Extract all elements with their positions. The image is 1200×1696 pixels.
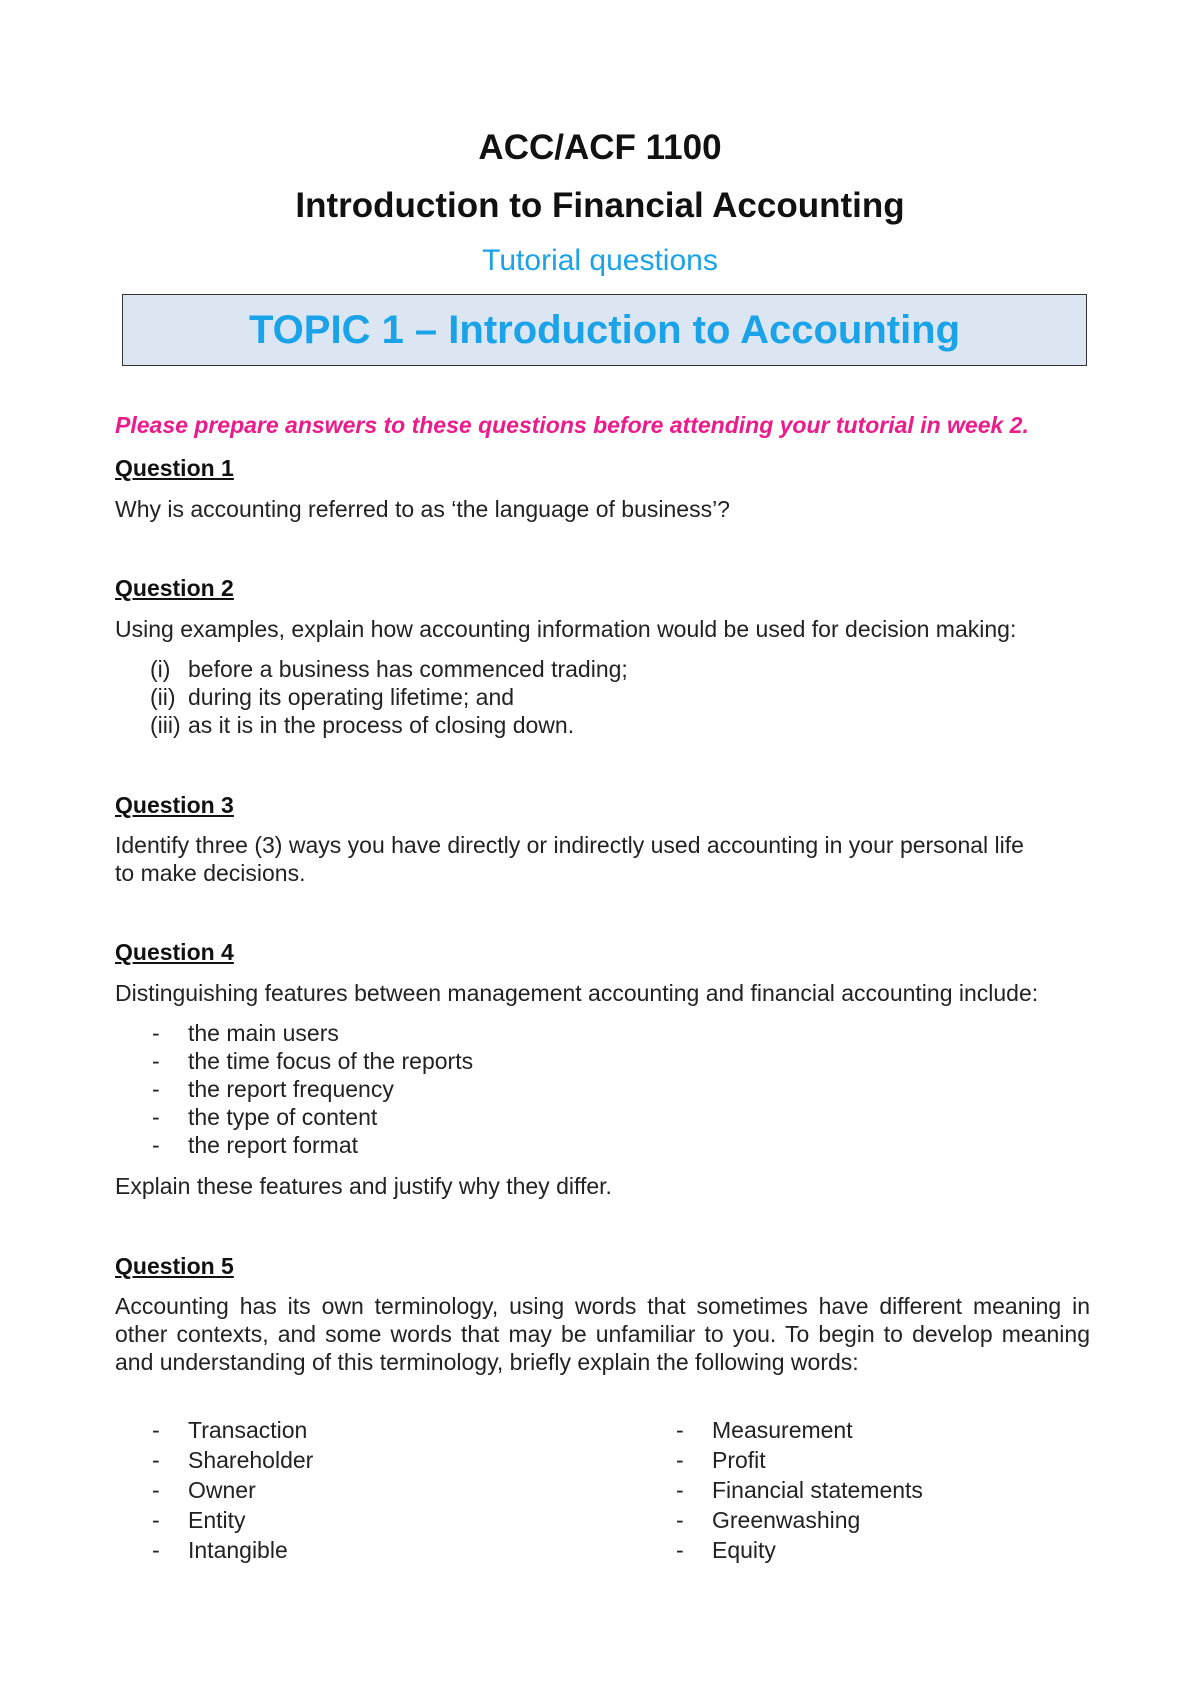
term-item: Greenwashing	[712, 1507, 861, 1533]
list-dash: -	[152, 1537, 160, 1563]
question-4-closing: Explain these features and justify why they differ.	[115, 1173, 612, 1199]
question-2-item-number: (i)	[150, 656, 171, 682]
question-3-text-line-2: to make decisions.	[115, 860, 306, 886]
term-item: Owner	[188, 1477, 256, 1503]
question-5-heading: Question 5	[115, 1253, 234, 1279]
question-3-text-line-1: Identify three (3) ways you have directly or indirectly used accounting in your personal life	[115, 832, 1024, 858]
list-dash: -	[152, 1020, 160, 1046]
term-item: Intangible	[188, 1537, 288, 1563]
question-2-item: during its operating lifetime; and	[188, 684, 515, 710]
question-2-item-number: (ii)	[150, 684, 176, 710]
list-dash: -	[676, 1447, 684, 1473]
question-2-heading: Question 2	[115, 575, 234, 601]
list-dash: -	[152, 1477, 160, 1503]
question-3-heading: Question 3	[115, 792, 234, 818]
document-subtitle: Tutorial questions	[482, 244, 718, 277]
term-item: Profit	[712, 1447, 766, 1473]
question-4-feature: the type of content	[188, 1104, 378, 1130]
question-1-text: Why is accounting referred to as ‘the language of business’?	[115, 496, 730, 522]
question-4-feature: the time focus of the reports	[188, 1048, 474, 1074]
list-dash: -	[676, 1507, 684, 1533]
term-item: Shareholder	[188, 1447, 314, 1473]
instruction-note: Please prepare answers to these questions before attending your tutorial in week 2.	[115, 412, 1029, 438]
topic-title: TOPIC 1 – Introduction to Accounting	[248, 307, 961, 352]
list-dash: -	[152, 1417, 160, 1443]
course-code: ACC/ACF 1100	[478, 128, 722, 167]
term-item: Equity	[712, 1537, 776, 1563]
question-4-feature: the report format	[188, 1132, 359, 1158]
question-2-text: Using examples, explain how accounting information would be used for decision making:	[115, 616, 1017, 642]
course-title: Introduction to Financial Accounting	[295, 186, 905, 225]
list-dash: -	[152, 1076, 160, 1102]
list-dash: -	[152, 1048, 160, 1074]
term-item: Entity	[188, 1507, 246, 1533]
question-4-feature: the report frequency	[188, 1076, 394, 1102]
list-dash: -	[152, 1447, 160, 1473]
list-dash: -	[676, 1537, 684, 1563]
term-item: Measurement	[712, 1417, 853, 1443]
question-4-text: Distinguishing features between management accounting and financial accounting include:	[115, 980, 1039, 1006]
list-dash: -	[676, 1477, 684, 1503]
question-4-feature: the main users	[188, 1020, 339, 1046]
question-2-item: before a business has commenced trading;	[188, 656, 628, 682]
term-item: Financial statements	[712, 1477, 923, 1503]
question-2-item-number: (iii)	[150, 712, 181, 738]
topic-banner	[122, 294, 1087, 366]
list-dash: -	[676, 1417, 684, 1443]
list-dash: -	[152, 1104, 160, 1130]
list-dash: -	[152, 1132, 160, 1158]
list-dash: -	[152, 1507, 160, 1533]
question-2-item: as it is in the process of closing down.	[188, 712, 575, 738]
question-5-text: Accounting has its own terminology, using words that sometimes have different meaning in other contexts, and some words that may be unfamiliar to you. To begin to develop meaning and understanding of this terminology, briefly explain the following words:	[115, 1293, 1090, 1375]
term-item: Transaction	[188, 1417, 308, 1443]
question-4-heading: Question 4	[115, 939, 234, 965]
question-1-heading: Question 1	[115, 455, 234, 481]
